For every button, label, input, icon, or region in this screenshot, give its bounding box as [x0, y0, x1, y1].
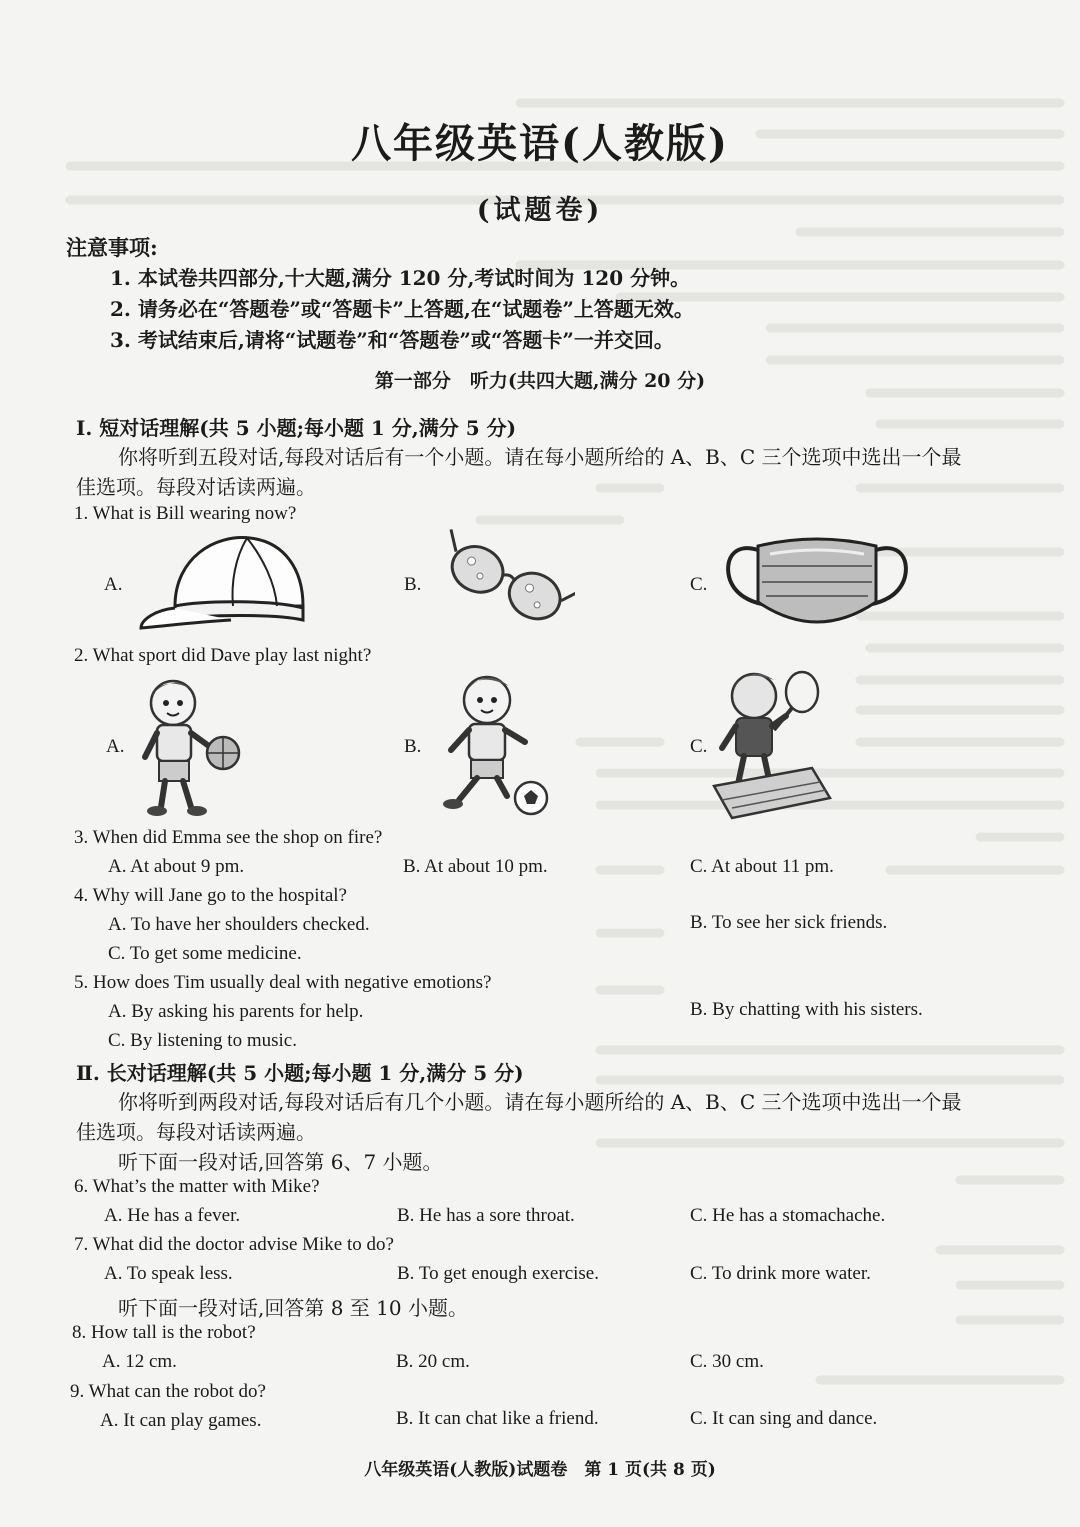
face-mask-icon [722, 532, 912, 637]
question-stem: 5. How does Tim usually deal with negative emotions? [74, 972, 492, 993]
answer-option: C. 30 cm. [690, 1351, 764, 1372]
answer-option: B. By chatting with his sisters. [690, 999, 923, 1020]
answer-option: A. By asking his parents for help. [108, 1001, 364, 1022]
answer-option: C. By listening to music. [108, 1030, 297, 1051]
sunglasses-icon [440, 528, 575, 636]
note-item: 3. 考试结束后,请将“试题卷”和“答题卷”或“答题卡”一并交回。 [110, 328, 674, 352]
answer-option: C. He has a stomachache. [690, 1205, 886, 1226]
section-heading: Ⅱ. 长对话理解(共 5 小题;每小题 1 分,满分 5 分) [76, 1061, 524, 1085]
cap-icon [135, 528, 310, 636]
section-heading: Ⅰ. 短对话理解(共 5 小题;每小题 1 分,满分 5 分) [76, 416, 517, 440]
tennis-player-icon [712, 668, 832, 820]
answer-option: A. 12 cm. [102, 1351, 177, 1372]
answer-option: B. To see her sick friends. [690, 912, 888, 933]
answer-option: B. 20 cm. [396, 1351, 470, 1372]
section-instruction: 佳选项。每段对话读两遍。 [76, 475, 316, 499]
option-label: A. [106, 736, 125, 757]
question-stem: 3. When did Emma see the shop on fire? [74, 827, 383, 848]
answer-option: B. He has a sore throat. [397, 1205, 575, 1226]
dialogue-instruction: 听下面一段对话,回答第 6、7 小题。 [118, 1150, 443, 1174]
option-label: B. [404, 736, 422, 757]
answer-option: A. To have her shoulders checked. [108, 914, 370, 935]
answer-option: C. To drink more water. [690, 1263, 871, 1284]
exam-title: 八年级英语(人教版) [351, 120, 729, 167]
section-instruction: 你将听到两段对话,每段对话后有几个小题。请在每小题所给的 A、B、C 三个选项中选出一个最 [118, 1090, 962, 1114]
dialogue-instruction: 听下面一段对话,回答第 8 至 10 小题。 [118, 1296, 468, 1320]
question-stem: 4. Why will Jane go to the hospital? [74, 885, 347, 906]
answer-option: C. To get some medicine. [108, 943, 302, 964]
question-stem: 6. What’s the matter with Mike? [74, 1176, 320, 1197]
question-stem: 1. What is Bill wearing now? [74, 503, 297, 524]
question-stem: 7. What did the doctor advise Mike to do? [74, 1234, 394, 1255]
note-item: 1. 本试卷共四部分,十大题,满分 120 分,考试时间为 120 分钟。 [110, 266, 691, 290]
soccer-player-icon [435, 670, 555, 820]
section-instruction: 佳选项。每段对话读两遍。 [76, 1120, 316, 1144]
answer-option: A. It can play games. [100, 1410, 262, 1431]
notes-heading: 注意事项: [66, 235, 158, 260]
exam-subtitle: (试题卷) [476, 195, 604, 226]
page-footer: 八年级英语(人教版)试题卷 第 1 页(共 8 页) [364, 1460, 716, 1480]
option-label: C. [690, 736, 708, 757]
answer-option: C. At about 11 pm. [690, 856, 834, 877]
option-label: B. [404, 574, 422, 595]
note-item: 2. 请务必在“答题卷”或“答题卡”上答题,在“试题卷”上答题无效。 [110, 297, 694, 321]
question-stem: 9. What can the robot do? [70, 1381, 266, 1402]
question-stem: 8. How tall is the robot? [72, 1322, 256, 1343]
answer-option: B. To get enough exercise. [397, 1263, 599, 1284]
answer-option: A. At about 9 pm. [108, 856, 245, 877]
answer-option: C. It can sing and dance. [690, 1408, 878, 1429]
basketball-player-icon [133, 675, 245, 820]
section-instruction: 你将听到五段对话,每段对话后有一个小题。请在每小题所给的 A、B、C 三个选项中选出一个最 [118, 445, 962, 469]
answer-option: B. At about 10 pm. [403, 856, 548, 877]
answer-option: A. To speak less. [104, 1263, 233, 1284]
option-label: C. [690, 574, 708, 595]
option-label: A. [104, 574, 123, 595]
question-stem: 2. What sport did Dave play last night? [74, 645, 372, 666]
answer-option: B. It can chat like a friend. [396, 1408, 599, 1429]
answer-option: A. He has a fever. [104, 1205, 241, 1226]
part-title: 第一部分 听力(共四大题,满分 20 分) [374, 370, 706, 392]
